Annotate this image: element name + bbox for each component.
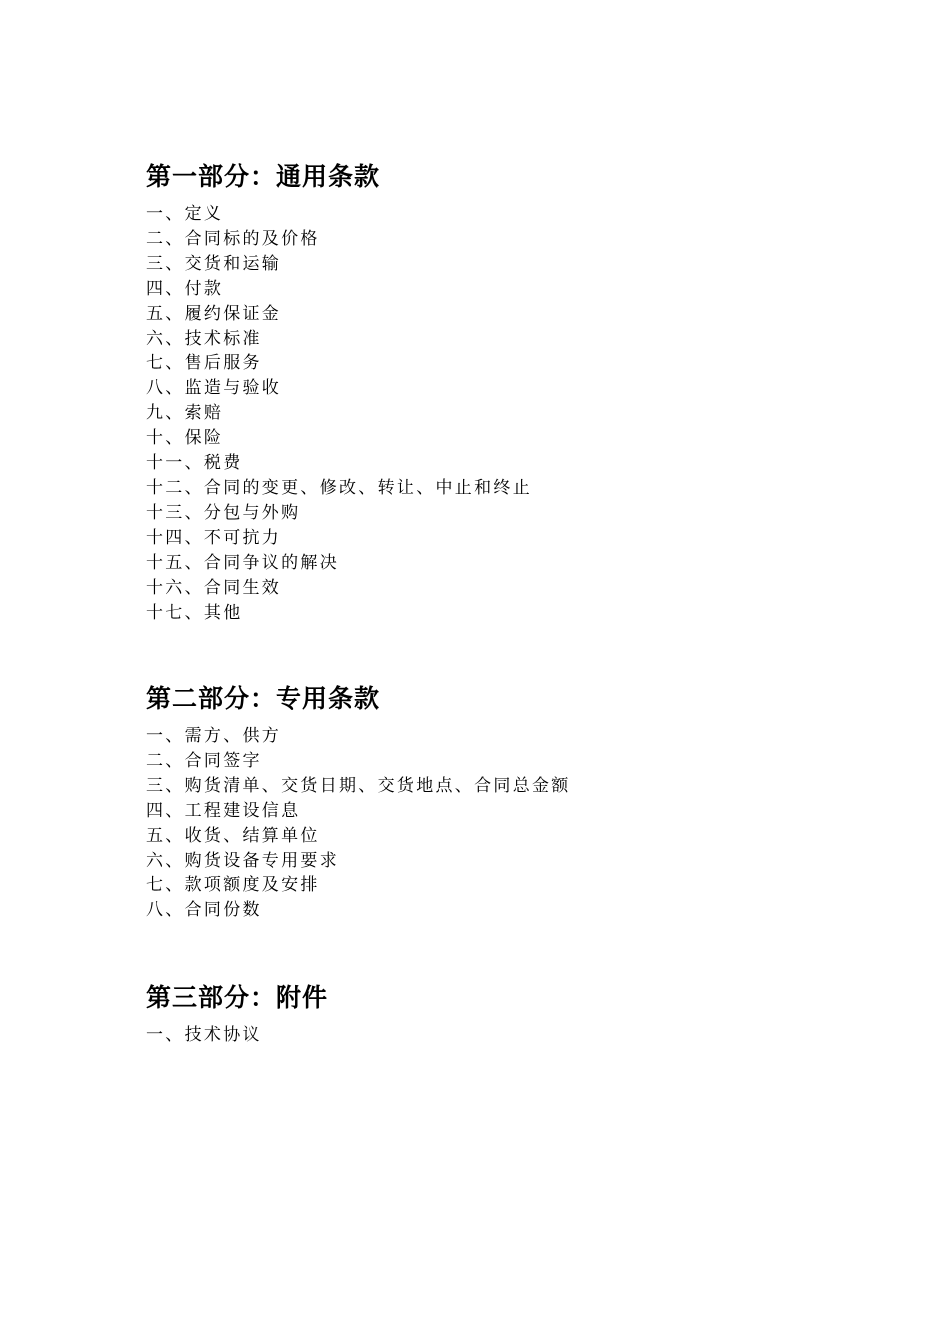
toc-item: 一、定义	[146, 204, 224, 224]
toc-item: 六、技术标准	[146, 328, 262, 349]
toc-item: 二、合同标的及价格	[146, 228, 320, 249]
section-title: 第二部分：专用条款	[146, 684, 381, 713]
toc-item: 三、购货清单、交货日期、交货地点、合同总金额	[146, 775, 571, 796]
toc-item: 三、交货和运输	[146, 253, 282, 274]
toc-item: 五、履约保证金	[146, 303, 282, 324]
section-attachments	[146, 981, 866, 1048]
toc-item: 七、款项额度及安排	[146, 875, 320, 896]
toc-item: 五、收货、结算单位	[146, 825, 320, 846]
section-title: 第一部分：通用条款	[146, 162, 381, 191]
toc-item: 十四、不可抗力	[146, 527, 282, 548]
toc-item: 二、合同签字	[146, 750, 262, 771]
toc-item: 八、合同份数	[146, 900, 262, 921]
toc-item: 十、保险	[146, 428, 224, 449]
toc-item: 八、监造与验收	[146, 378, 282, 399]
toc-item: 六、购货设备专用要求	[146, 850, 339, 871]
toc-list	[146, 202, 866, 625]
section-special-terms	[146, 682, 866, 923]
toc-item: 十二、合同的变更、修改、转让、中止和终止	[146, 477, 532, 498]
toc-item: 十六、合同生效	[146, 577, 282, 598]
toc-item: 一、需方、供方	[146, 726, 282, 746]
toc-item: 十三、分包与外购	[146, 502, 301, 523]
toc-item: 四、付款	[146, 278, 224, 299]
section-general-terms	[146, 160, 866, 625]
toc-item: 十一、税费	[146, 453, 243, 474]
toc-list	[146, 724, 866, 923]
toc-item: 十七、其他	[146, 602, 243, 623]
toc-item: 一、技术协议	[146, 1025, 262, 1045]
toc-list	[146, 1023, 866, 1048]
toc-item: 九、索赔	[146, 403, 224, 424]
toc-item: 七、售后服务	[146, 353, 262, 374]
toc-item: 四、工程建设信息	[146, 800, 301, 821]
toc-item: 十五、合同争议的解决	[146, 552, 339, 573]
section-title: 第三部分：附件	[146, 983, 329, 1012]
